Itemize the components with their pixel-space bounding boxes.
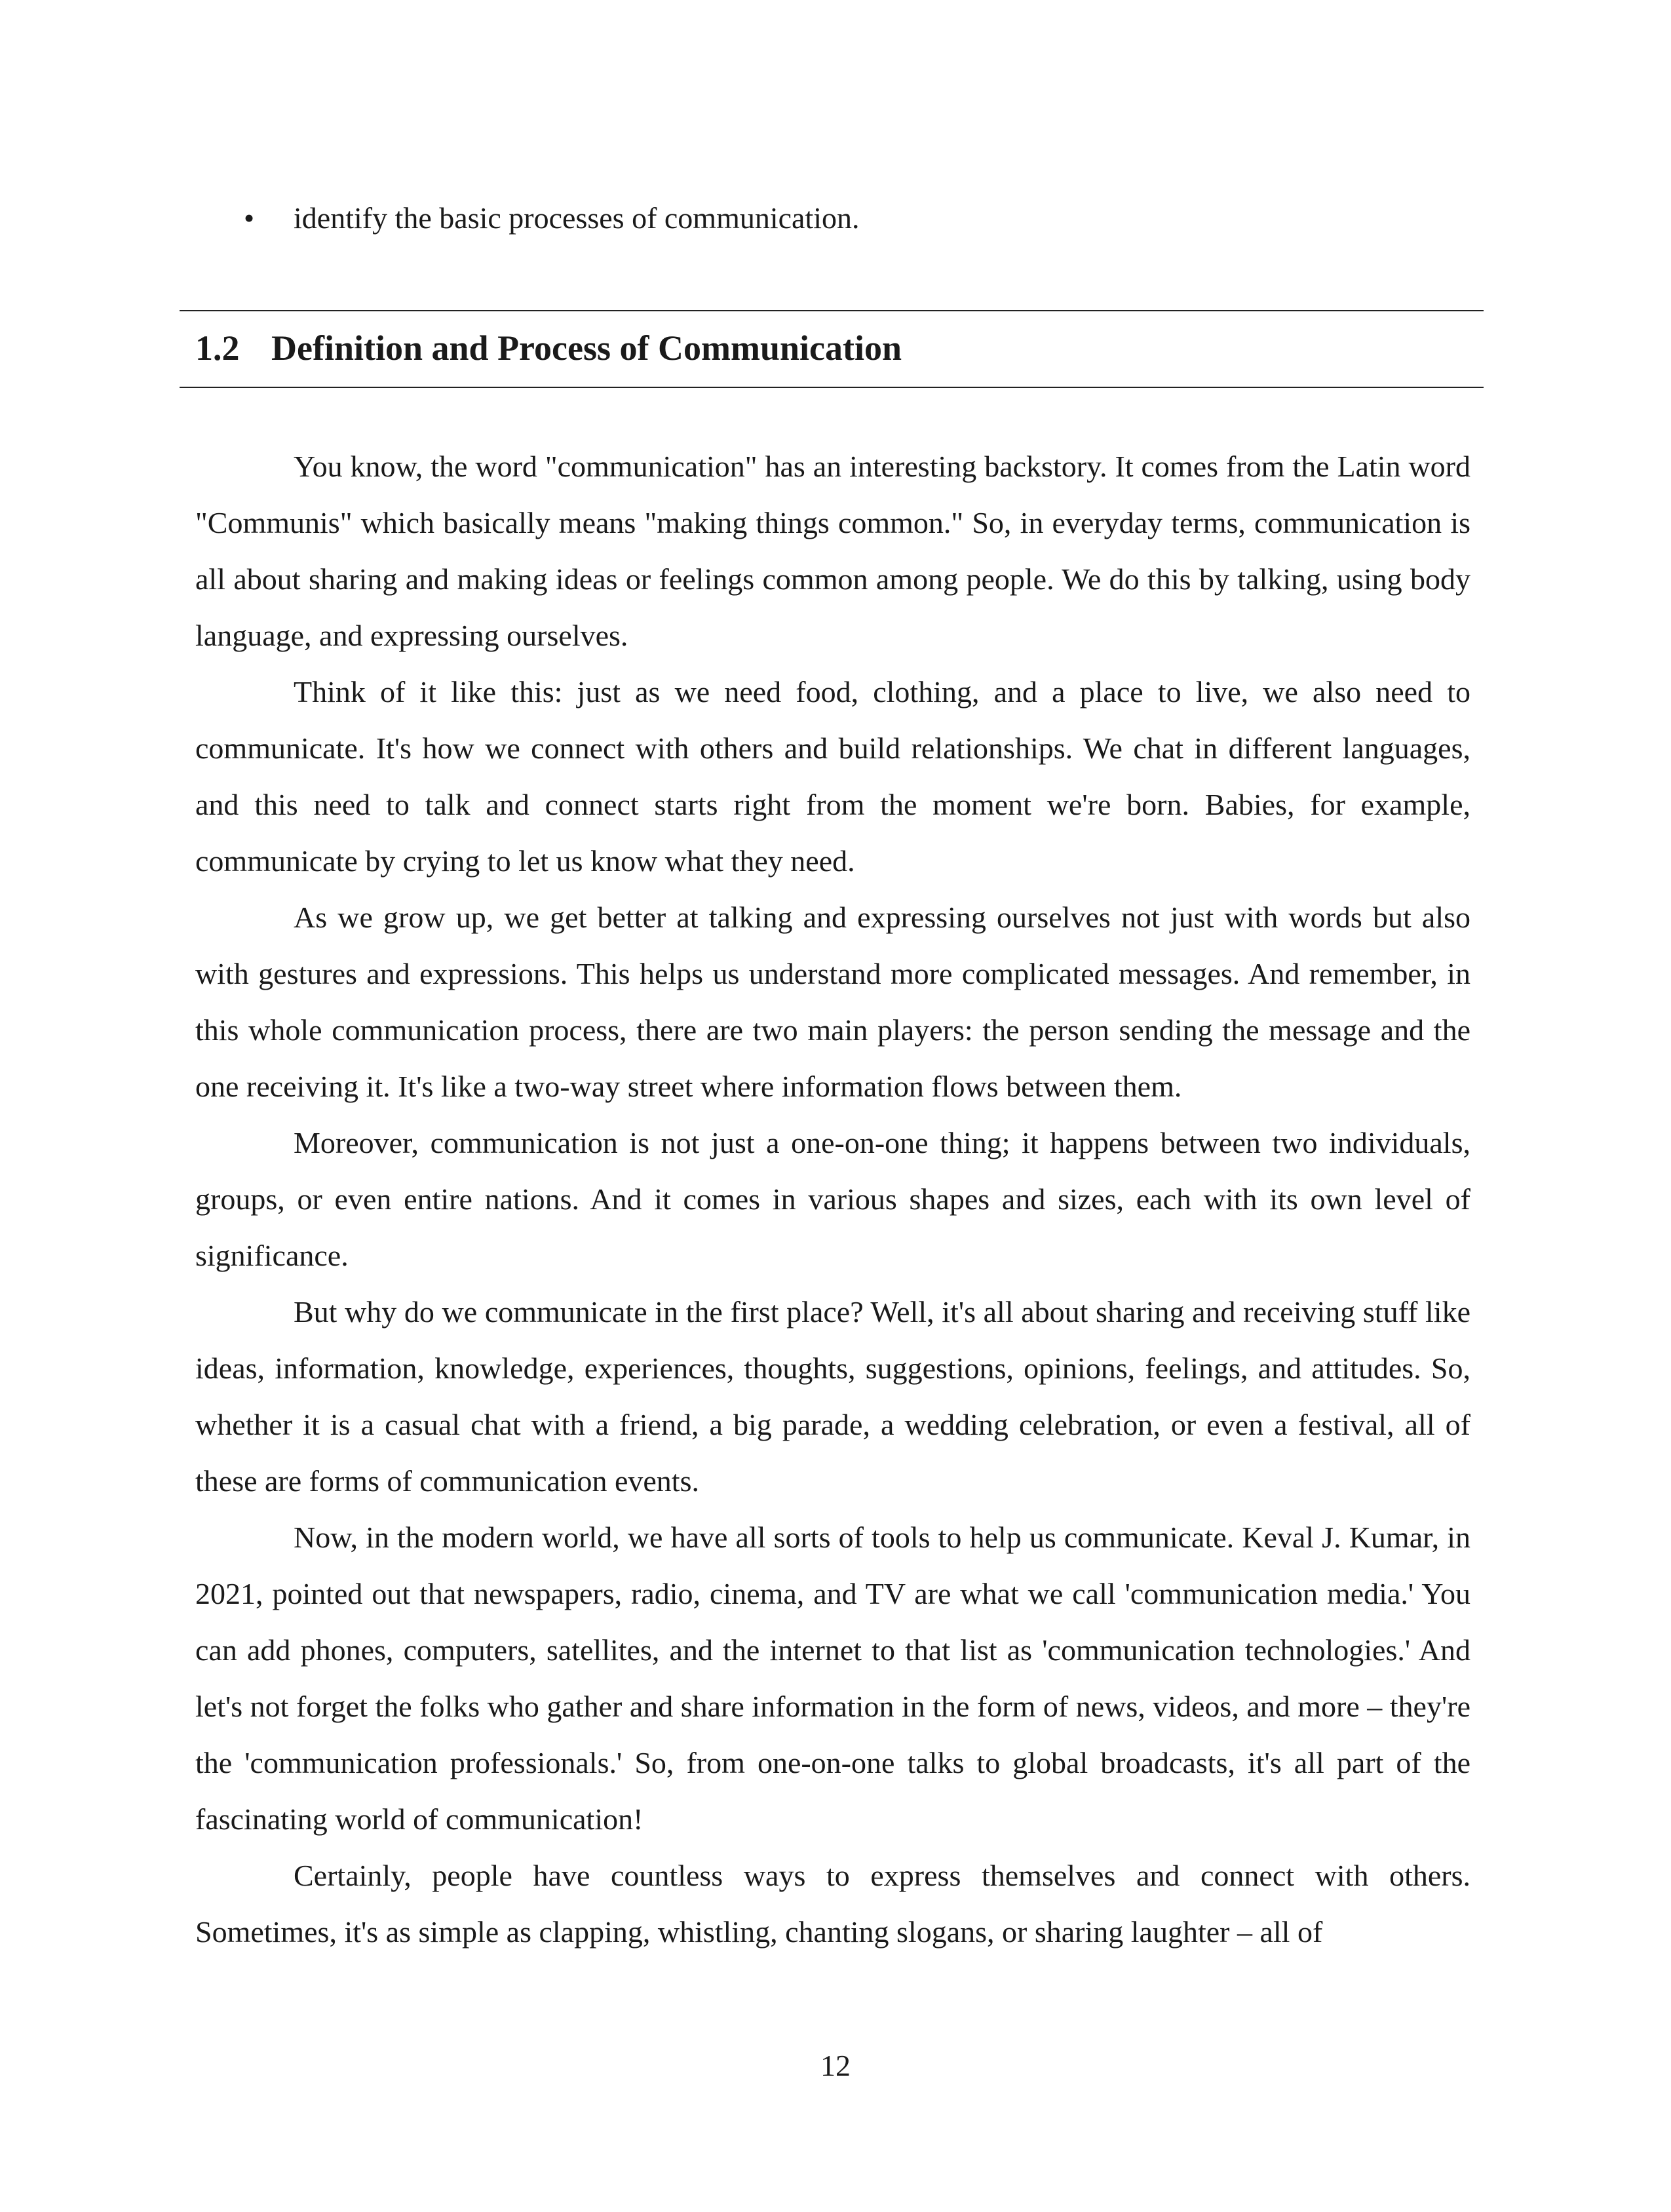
section-title: Definition and Process of Communication — [271, 328, 902, 368]
paragraph: Certainly, people have countless ways to express themselves and connect with others. Sometimes, it's as simple as clapping, whistling, chanting slogans, or sharing laughter – all of — [195, 1859, 1470, 1949]
paragraph: Think of it like this: just as we need food, clothing, and a place to live, we also need to communicate. It's how we connect with others and build relationships. We chat in different languages, and this need to talk and connect starts right from the moment we're born. Babies, for example, communicate by crying to let us know what they need. — [195, 675, 1470, 878]
section-number: 1.2 — [195, 328, 240, 368]
page-number: 12 — [820, 2049, 851, 2082]
paragraph: Now, in the modern world, we have all sorts of tools to help us communicate. Keval J. Kumar, in 2021, pointed out that newspapers, radio, cinema, and TV are what we call 'communication media.' You can add phones, computers, satellites, and the internet to that list as 'communication technologies.' And let's not forget the folks who gather and share information in the form of news, videos, and more – they're the 'communication professionals.' So, from one-on-one talks to global broadcasts, it's all part of the fascinating world of communication! — [195, 1521, 1470, 1836]
section-heading — [195, 326, 902, 370]
paragraph: As we grow up, we get better at talking and expressing ourselves not just with words but also with gestures and expressions. This helps us understand more complicated messages. And remember, in this whole communication process, there are two main players: the person sending the message and the one receiving it. It's like a two-way street where information flows between them. — [195, 901, 1470, 1103]
paragraph: But why do we communicate in the first place? Well, it's all about sharing and receiving stuff like ideas, information, knowledge, experiences, thoughts, suggestions, opinions, feelings, and attitudes. So, whether it is a casual chat with a friend, a big parade, a wedding celebration, or even a festival, all of these are forms of communication events. — [195, 1295, 1470, 1498]
bullet-icon: • — [244, 201, 255, 235]
bullet-text: identify the basic processes of communication. — [294, 201, 860, 235]
body-text — [195, 438, 1470, 1960]
paragraph: Moreover, communication is not just a one-on-one thing; it happens between two individuals, groups, or even entire nations. And it comes in various shapes and sizes, each with its own level of significance. — [195, 1126, 1470, 1272]
paragraph: You know, the word "communication" has an interesting backstory. It comes from the Latin word "Communis" which basically means "making things common." So, in everyday terms, communication is all about sharing and making ideas or feelings common among people. We do this by talking, using body language, and expressing ourselves. — [195, 450, 1470, 652]
section-rule-bottom — [180, 387, 1484, 388]
section-rule-top — [180, 310, 1484, 311]
